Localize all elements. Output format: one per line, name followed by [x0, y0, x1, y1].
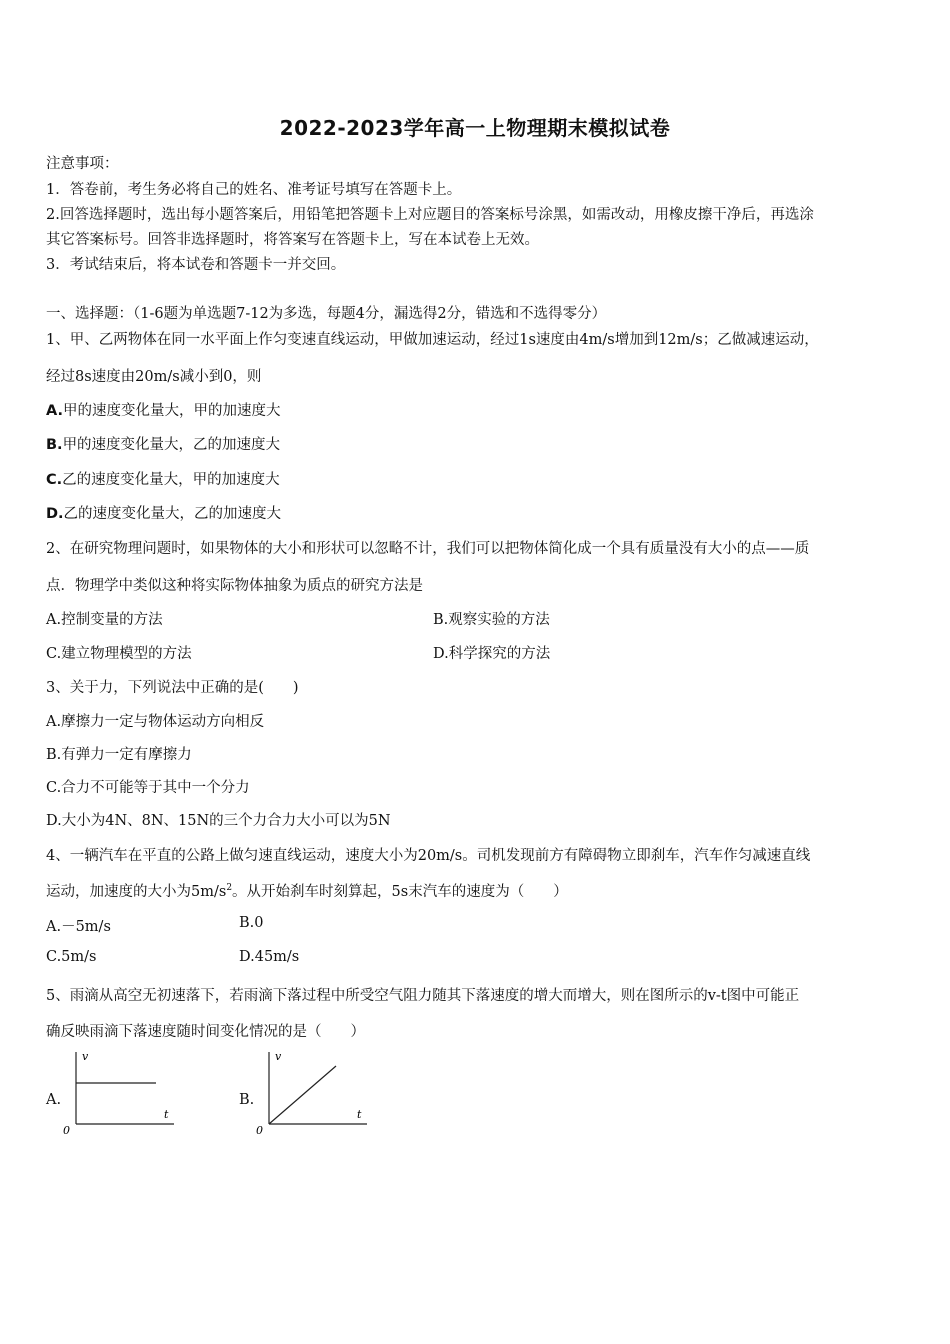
q2-option-c-text: 建立物理模型的方法 — [61, 646, 192, 662]
q2-option-c-label: C. — [46, 646, 62, 662]
q1-option-b — [46, 433, 280, 454]
q1-stem-line1: 1、甲、乙两物体在同一水平面上作匀变速直线运动，甲做加速运动，经过1s速度由4m/s增加到12m/s；乙做减速运动， — [46, 332, 819, 348]
q3-option-a: A.摩擦力一定与物体运动方向相反 — [46, 714, 265, 730]
q5-stem-line2: 确反映雨滴下落速度随时间变化情况的是（ ） — [46, 1024, 365, 1040]
q3-option-b: B.有弹力一定有摩擦力 — [46, 747, 192, 763]
q1-option-c-text: 乙的速度变化量大，甲的加速度大 — [62, 472, 280, 488]
notice-item-1: 1．答卷前，考生务必将自己的姓名、准考证号填写在答题卡上。 — [46, 182, 462, 198]
q1-option-b-text: 甲的速度变化量大，乙的加速度大 — [62, 437, 281, 453]
q2-option-c — [46, 642, 192, 663]
q2-option-a-text: 控制变量的方法 — [61, 612, 163, 628]
q3-stem: 3、关于力，下列说法中正确的是( ) — [46, 680, 299, 696]
q2-stem-line2: 点．物理学中类似这种将实际物体抽象为质点的研究方法是 — [46, 578, 423, 594]
q4-option-d: D.45m/s — [239, 949, 300, 965]
q4-option-a: A.－5m/s — [46, 919, 111, 935]
q4-option-c: C.5m/s — [46, 949, 97, 965]
q5-graph-a — [58, 1046, 183, 1136]
q1-option-d — [46, 502, 281, 523]
q5-graph-a-v-label: v — [82, 1050, 89, 1063]
q1-option-b-label: B. — [46, 437, 63, 453]
q2-option-d — [433, 642, 550, 663]
q1-option-a-text: 甲的速度变化量大，甲的加速度大 — [63, 403, 281, 419]
q5-stem-line1: 5、雨滴从高空无初速落下，若雨滴下落过程中所受空气阻力随其下落速度的增大而增大，则在图所示的v-t图中可能正 — [46, 988, 800, 1004]
q2-option-b-text: 观察实验的方法 — [448, 612, 550, 628]
q3-option-d: D.大小为4N、8N、15N的三个力合力大小可以为5N — [46, 813, 391, 829]
q4-stem-line2 — [46, 880, 568, 901]
q4-stem-line2-b: 。从开始刹车时刻算起，5s末汽车的速度为（ ） — [232, 884, 568, 900]
q4-option-b: B.0 — [239, 915, 264, 931]
notice-heading: 注意事项： — [46, 156, 119, 172]
q1-option-d-label: D. — [46, 506, 64, 522]
q4-stem-line1: 4、一辆汽车在平直的公路上做匀速直线运动，速度大小为20m/s。司机发现前方有障碍物立即刹车，汽车作匀减速直线 — [46, 848, 811, 864]
q2-option-d-text: 科学探究的方法 — [448, 646, 551, 662]
section-heading: 一、选择题：（1-6题为单选题7-12为多选，每题4分，漏选得2分，错选和不选得零分） — [46, 306, 607, 322]
q5-graph-a-t-label: t — [164, 1108, 169, 1121]
q5-graph-b-label: B. — [239, 1092, 255, 1108]
q1-option-a — [46, 399, 281, 420]
q4-exponent: 2 — [226, 883, 233, 894]
q5-graph-b-v-label: v — [275, 1050, 282, 1063]
q1-option-c — [46, 468, 280, 489]
q2-stem-line1: 2、在研究物理问题时，如果物体的大小和形状可以忽略不计，我们可以把物体简化成一个具有质量没有大小的点——质 — [46, 541, 810, 557]
q5-graph-b-curve — [269, 1066, 336, 1124]
q1-option-d-text: 乙的速度变化量大，乙的加速度大 — [63, 506, 282, 522]
q2-option-b — [433, 608, 550, 629]
q5-graph-b-origin: 0 — [256, 1124, 263, 1136]
q2-option-a-label: A. — [46, 612, 62, 628]
q1-option-c-label: C. — [46, 472, 63, 488]
q1-option-a-label: A. — [46, 403, 63, 419]
q5-graph-a-label: A. — [46, 1092, 62, 1108]
q5-graph-b — [252, 1046, 377, 1136]
page-title: 2022-2023学年高一上物理期末模拟试卷 — [279, 116, 671, 140]
notice-item-2-cont: 其它答案标号。回答非选择题时，将答案写在答题卡上，写在本试卷上无效。 — [46, 232, 539, 248]
q5-graph-b-t-label: t — [357, 1108, 362, 1121]
notice-item-2: 2.回答选择题时，选出每小题答案后，用铅笔把答题卡上对应题目的答案标号涂黑，如需改动，用橡皮擦干净后，再选涂 — [46, 207, 814, 223]
notice-item-3: 3．考试结束后，将本试卷和答题卡一并交回。 — [46, 257, 346, 273]
q4-stem-line2-a: 运动，加速度的大小为5m/s — [46, 884, 227, 900]
q5-graph-a-origin: 0 — [63, 1124, 70, 1136]
q2-option-d-label: D. — [433, 646, 449, 662]
q3-option-c: C.合力不可能等于其中一个分力 — [46, 780, 250, 796]
q1-stem-line2: 经过8s速度由20m/s减小到0，则 — [46, 369, 262, 385]
q2-option-a — [46, 608, 163, 629]
q2-option-b-label: B. — [433, 612, 449, 628]
